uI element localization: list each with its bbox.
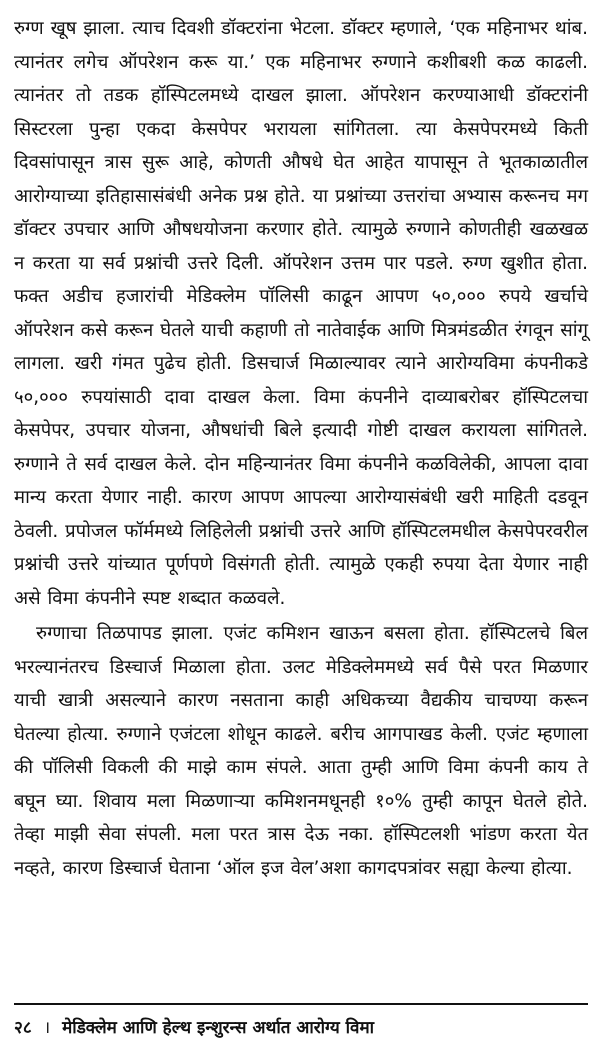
paragraph-2: रुग्णाचा तिळपापड झाला. एजंट कमिशन खाऊन बसला होता. हॉस्पिटलचे बिल भरल्यानंतरच डिस्चार्ज मिळाला होता. उलट मेडिक्लेममध्ये सर्व पैसे परत मिळणार याची खात्री असल्याने कारण नसताना काही अधिकच्या वैद्यकीय चाचण्या करून घेतल्या होत्या. रुग्णाने एजंटला शोधून काढले. बरीच आगपाखड केली. एजंट म्हणाला की पॉलिसी विकली की माझे काम संपले. आता तुम्ही आणि विमा कंपनी काय ते बघून घ्या. शिवाय मला मिळणाऱ्या कमिशनमधूनही १०% तुम्ही कापून घेतले होते. तेव्हा माझी सेवा संपली. मला परत त्रास देऊ नका. हॉस्पिटलशी भांडण करता येत नव्हते, कारण डिस्चार्ज घेताना ‘ऑल इज वेल’अशा कागदपत्रांवर सह्या केल्या होत्या. (14, 623, 588, 879)
page-body (14, 12, 588, 885)
footer-divider (14, 1003, 588, 1005)
page-footer (14, 1014, 588, 1042)
page-number: २८ (14, 1018, 32, 1038)
paragraph-1: रुग्ण खूष झाला. त्याच दिवशी डॉक्टरांना भेटला. डॉक्टर म्हणाले, ‘एक महिनाभर थांब. त्यानंतर लगेच ऑपरेशन करू या.’ एक महिनाभर रुग्णाने कशीबशी कळ काढली. त्यानंतर तो तडक हॉस्पिटलमध्ये दाखल झाला. ऑपरेशन करण्याआधी डॉक्टरांनी सिस्टरला पुन्हा एकदा केसपेपर भरायला सांगितला. त्या केसपेपरमध्ये किती दिवसांपासून त्रास सुरू आहे, कोणती औषधे घेत आहेत यापासून ते भूतकाळातील आरोग्याच्या इतिहासासंबंधी अनेक प्रश्न होते. या प्रश्नांच्या उत्तरांचा अभ्यास करूनच मग डॉक्टर उपचार आणि औषधयोजना करणार होते. त्यामुळे रुग्णाने कोणतीही खळखळ न करता या सर्व प्रश्नांची उत्तरे दिली. ऑपरेशन उत्तम पार पडले. रुग्ण खुशीत होता. फक्त अडीच हजारांची मेडिक्लेम पॉलिसी काढून आपण ५०,००० रुपये खर्चाचे ऑपरेशन कसे करून घेतले याची कहाणी तो नातेवाईक आणि मित्रमंडळीत रंगवून सांगू लागला. खरी गंमत पुढेच होती. डिसचार्ज मिळाल्यावर त्याने आरोग्यविमा कंपनीकडे ५०,००० रुपयांसाठी दावा दाखल केला. विमा कंपनीने दाव्याबरोबर हॉस्पिटलचा केसपेपर, उपचार योजना, औषधांची बिले इत्यादी गोष्टी दाखल करायला सांगितले. रुग्णाने ते सर्व दाखल केले. दोन महिन्यानंतर विमा कंपनीने कळविलेकी, आपला दावा मान्य करता येणार नाही. कारण आपण आपल्या आरोग्यासंबंधी खरी माहिती दडवून ठेवली. प्रपोजल फॉर्ममध्ये लिहिलेली प्रश्नांची उत्तरे आणि हॉस्पिटलमधील केसपेपरवरील प्रश्नांची उत्तरे यांच्यात पूर्णपणे विसंगती होती. त्यामुळे एकही रुपया देता येणार नाही असे विमा कंपनीने स्पष्ट शब्दात कळवले. (14, 18, 588, 609)
footer-separator: । (43, 1018, 51, 1038)
running-title: मेडिक्लेम आणि हेल्थ इन्शुरन्स अर्थात आरोग्य विमा (62, 1018, 375, 1038)
